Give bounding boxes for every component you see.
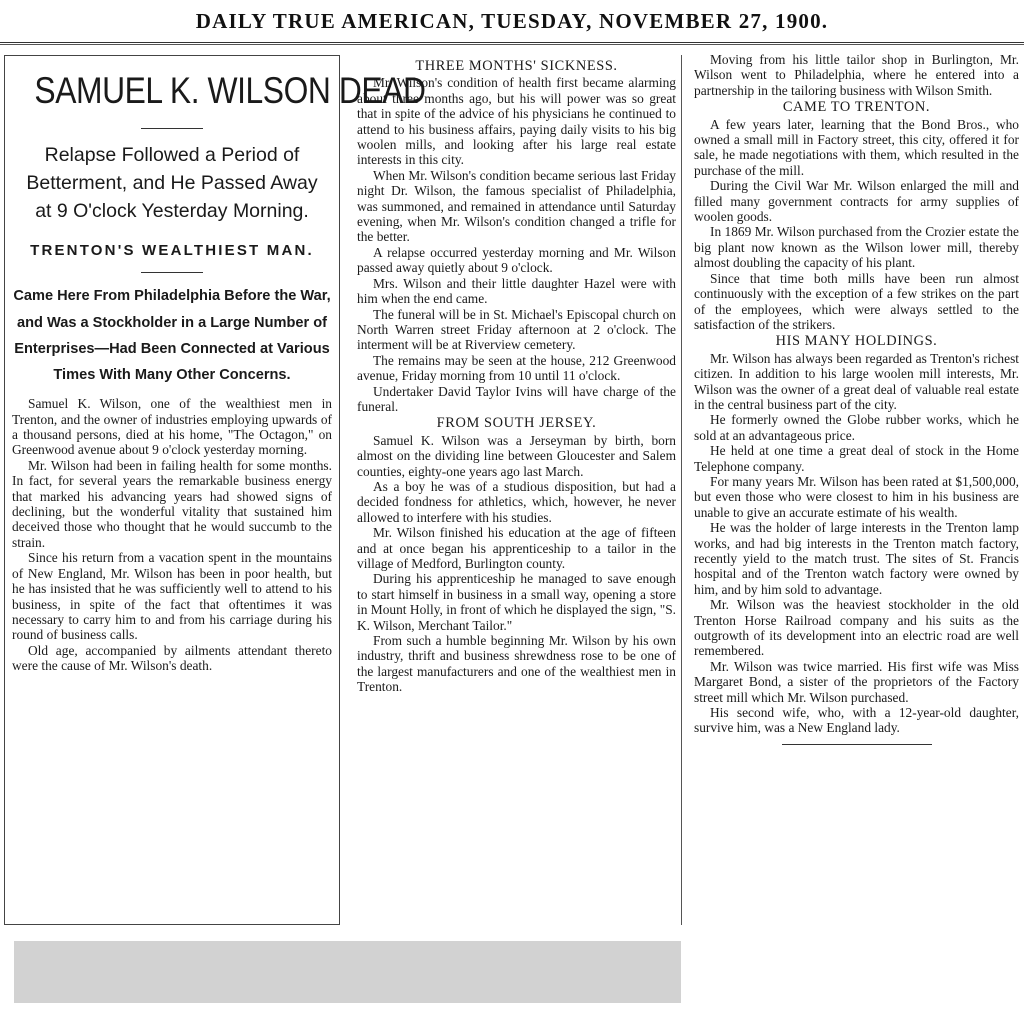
column-3-body-a [694,117,1019,333]
paragraph: As a boy he was of a studious disposition, but had a decided fondness for athletics, which, however, he never allowed to interfere with his studies. [357,478,676,525]
paragraph: Since that time both mills have been run almost continuously with the exception of a few strikes on the part of the employees, which were always settled to the satisfaction of the strikers. [694,270,1019,332]
paragraph: Since his return from a vacation spent in the mountains of New England, Mr. Wilson has been in poor health, but he has insisted that he was sufficiently well to attend to his business, in spite of the fact that oftentimes it was necessary to carry him to and from his carriage during his round of business calls. [12,550,332,643]
column-2 [347,55,682,925]
article-deck-summary: Came Here From Philadelphia Before the War, and Was a Stockholder in a Large Number of Enterprises—Had Been Connected at Various Times With Many Other Concerns. [13,288,331,384]
paragraph: Moving from his little tailor shop in Burlington, Mr. Wilson went to Philadelphia, where he entered into a partnership in the tailoring business with Wilson Smith. [694,52,1019,98]
paragraph: Samuel K. Wilson was a Jerseyman by birth, born almost on the dividing line between Gloucester and Salem counties, eighty-one years ago last March. [357,432,676,479]
column-1 [4,55,426,925]
paragraph: From such a humble beginning Mr. Wilson by his own industry, thrift and business shrewdness rose to be one of the largest manufacturers and one of the wealthiest men in Trenton. [357,633,676,695]
paragraph: Samuel K. Wilson, one of the wealthiest men in Trenton, and the owner of industries employing upwards of a thousand persons, died at his home, "The Octagon," on Greenwood avenue about 9 o'clock yesterday morning. [12,396,332,458]
paragraph: He was the holder of large interests in the Trenton lamp works, and had big interests in the Trenton match factory, recently yield to the match trust. The sites of St. Francis hospital and of the Trenton watch factory were owned by him, and by him sold to advantage. [694,520,1019,597]
paragraph: During his apprenticeship he managed to save enough to start himself in business in a small way, opening a store in Mount Holly, in front of which he displayed the sign, "S. K. Wilson, Merchant Tailor." [357,571,676,633]
paragraph: Mr. Wilson finished his education at the age of fifteen and at once began his apprenticeship to a tailor in the village of Medford, Burlington county. [357,525,676,571]
article-end-rule [782,744,932,745]
paragraph: He formerly owned the Globe rubber works, which he sold at an advantageous price. [694,412,1019,443]
column-3 [688,52,1022,1007]
article-deck-secondary: TRENTON'S WEALTHIEST MAN. [30,242,314,259]
subhead-his-many-holdings: HIS MANY HOLDINGS. [775,333,938,350]
paragraph: For many years Mr. Wilson has been rated at $1,500,000, but even those who were closest to him in his business are unable to give an accurate estimate of his wealth. [694,473,1019,520]
column-3-body-b [694,351,1019,736]
paragraph: When Mr. Wilson's condition became serious last Friday night Dr. Wilson, the famous specialist of Philadelphia, was summoned, and remained in attendance until Saturday evening, when Mr. Wilson's condition changed a trifle for the better. [357,167,676,245]
column-3-intro [694,52,1019,98]
paragraph: The funeral will be in St. Michael's Episcopal church on North Warren street Friday afternoon at 2 o'clock. The interment will be at Riverview cemetery. [357,306,676,353]
subhead-from-south-jersey: FROM SOUTH JERSEY. [436,415,597,432]
column-2-body-a [357,75,676,414]
article-headline: SAMUEL K. WILSON DEAD [34,70,426,111]
paragraph: Old age, accompanied by ailments attendant thereto were the cause of Mr. Wilson's death. [12,642,332,674]
paragraph: Mr. Wilson was the heaviest stockholder in the old Trenton Horse Railroad company and his suits as the outgrowth of its development into an electric road are well remembered. [694,597,1019,659]
column-2-body-b [357,433,676,695]
paragraph: Undertaker David Taylor Ivins will have charge of the funeral. [357,383,676,414]
paragraph: Mr. Wilson was twice married. His first wife was Miss Margaret Bond, a sister of the proprietors of the Factory street mill which Mr. Wilson purchased. [694,658,1019,705]
article-deck-primary: Relapse Followed a Period of Betterment, and He Passed Away at 9 O'clock Yesterday Morning. [26,144,318,222]
paragraph: Mrs. Wilson and their little daughter Hazel were with him when the end came. [357,275,676,307]
blank-grey-area [14,941,681,1003]
paragraph: During the Civil War Mr. Wilson enlarged the mill and filled many government contracts for army supplies of woolen goods. [694,178,1019,225]
newspaper-masthead: DAILY TRUE AMERICAN, TUESDAY, NOVEMBER 27, 1900. [195,9,829,33]
paragraph: A few years later, learning that the Bond Bros., who owned a small mill in Factory street, this city, offered it for sale, he made negotiations with them, which resulted in the purchase of the mill. [694,116,1019,178]
paragraph: He held at one time a great deal of stock in the Home Telephone company. [694,443,1019,474]
headline-divider [141,128,203,129]
paragraph: In 1869 Mr. Wilson purchased from the Crozier estate the big plant now known as the Wilson lower mill, thereby almost doubling the capacity of his plant. [694,224,1019,271]
paragraph: A relapse occurred yesterday morning and Mr. Wilson passed away quietly about 9 o'clock. [357,244,676,276]
paragraph: Mr. Wilson's condition of health first became alarming about three months ago, but his will power was so great that in spite of the advice of his physicians he continued to attend to his business affairs, paying daily visits to his big woolen mills, and looking after his large real estate interests in this city. [357,75,676,168]
paragraph: The remains may be seen at the house, 212 Greenwood avenue, Friday morning from 10 until 11 o'clock. [357,352,676,384]
subhead-three-months-sickness: THREE MONTHS' SICKNESS. [415,58,618,74]
subhead-came-to-trenton: CAME TO TRENTON. [782,99,931,116]
paragraph: Mr. Wilson had been in failing health for some months. In fact, for several years the remarkable business energy that marked his advancing years had showed signs of declining, but the wonderful vitality that sustained him deceived those who thought that he would succumb to the strain. [12,457,332,550]
deck-divider [141,272,203,273]
paragraph: His second wife, who, with a 12-year-old daughter, survive him, was a New England lady. [694,705,1019,736]
paragraph: Mr. Wilson has always been regarded as Trenton's richest citizen. In addition to his large woolen mill interests, Mr. Wilson was the owner of a great deal of valuable real estate in the central business part of the city. [694,350,1019,412]
masthead-rule [0,42,1024,45]
column-1-body [12,396,332,673]
